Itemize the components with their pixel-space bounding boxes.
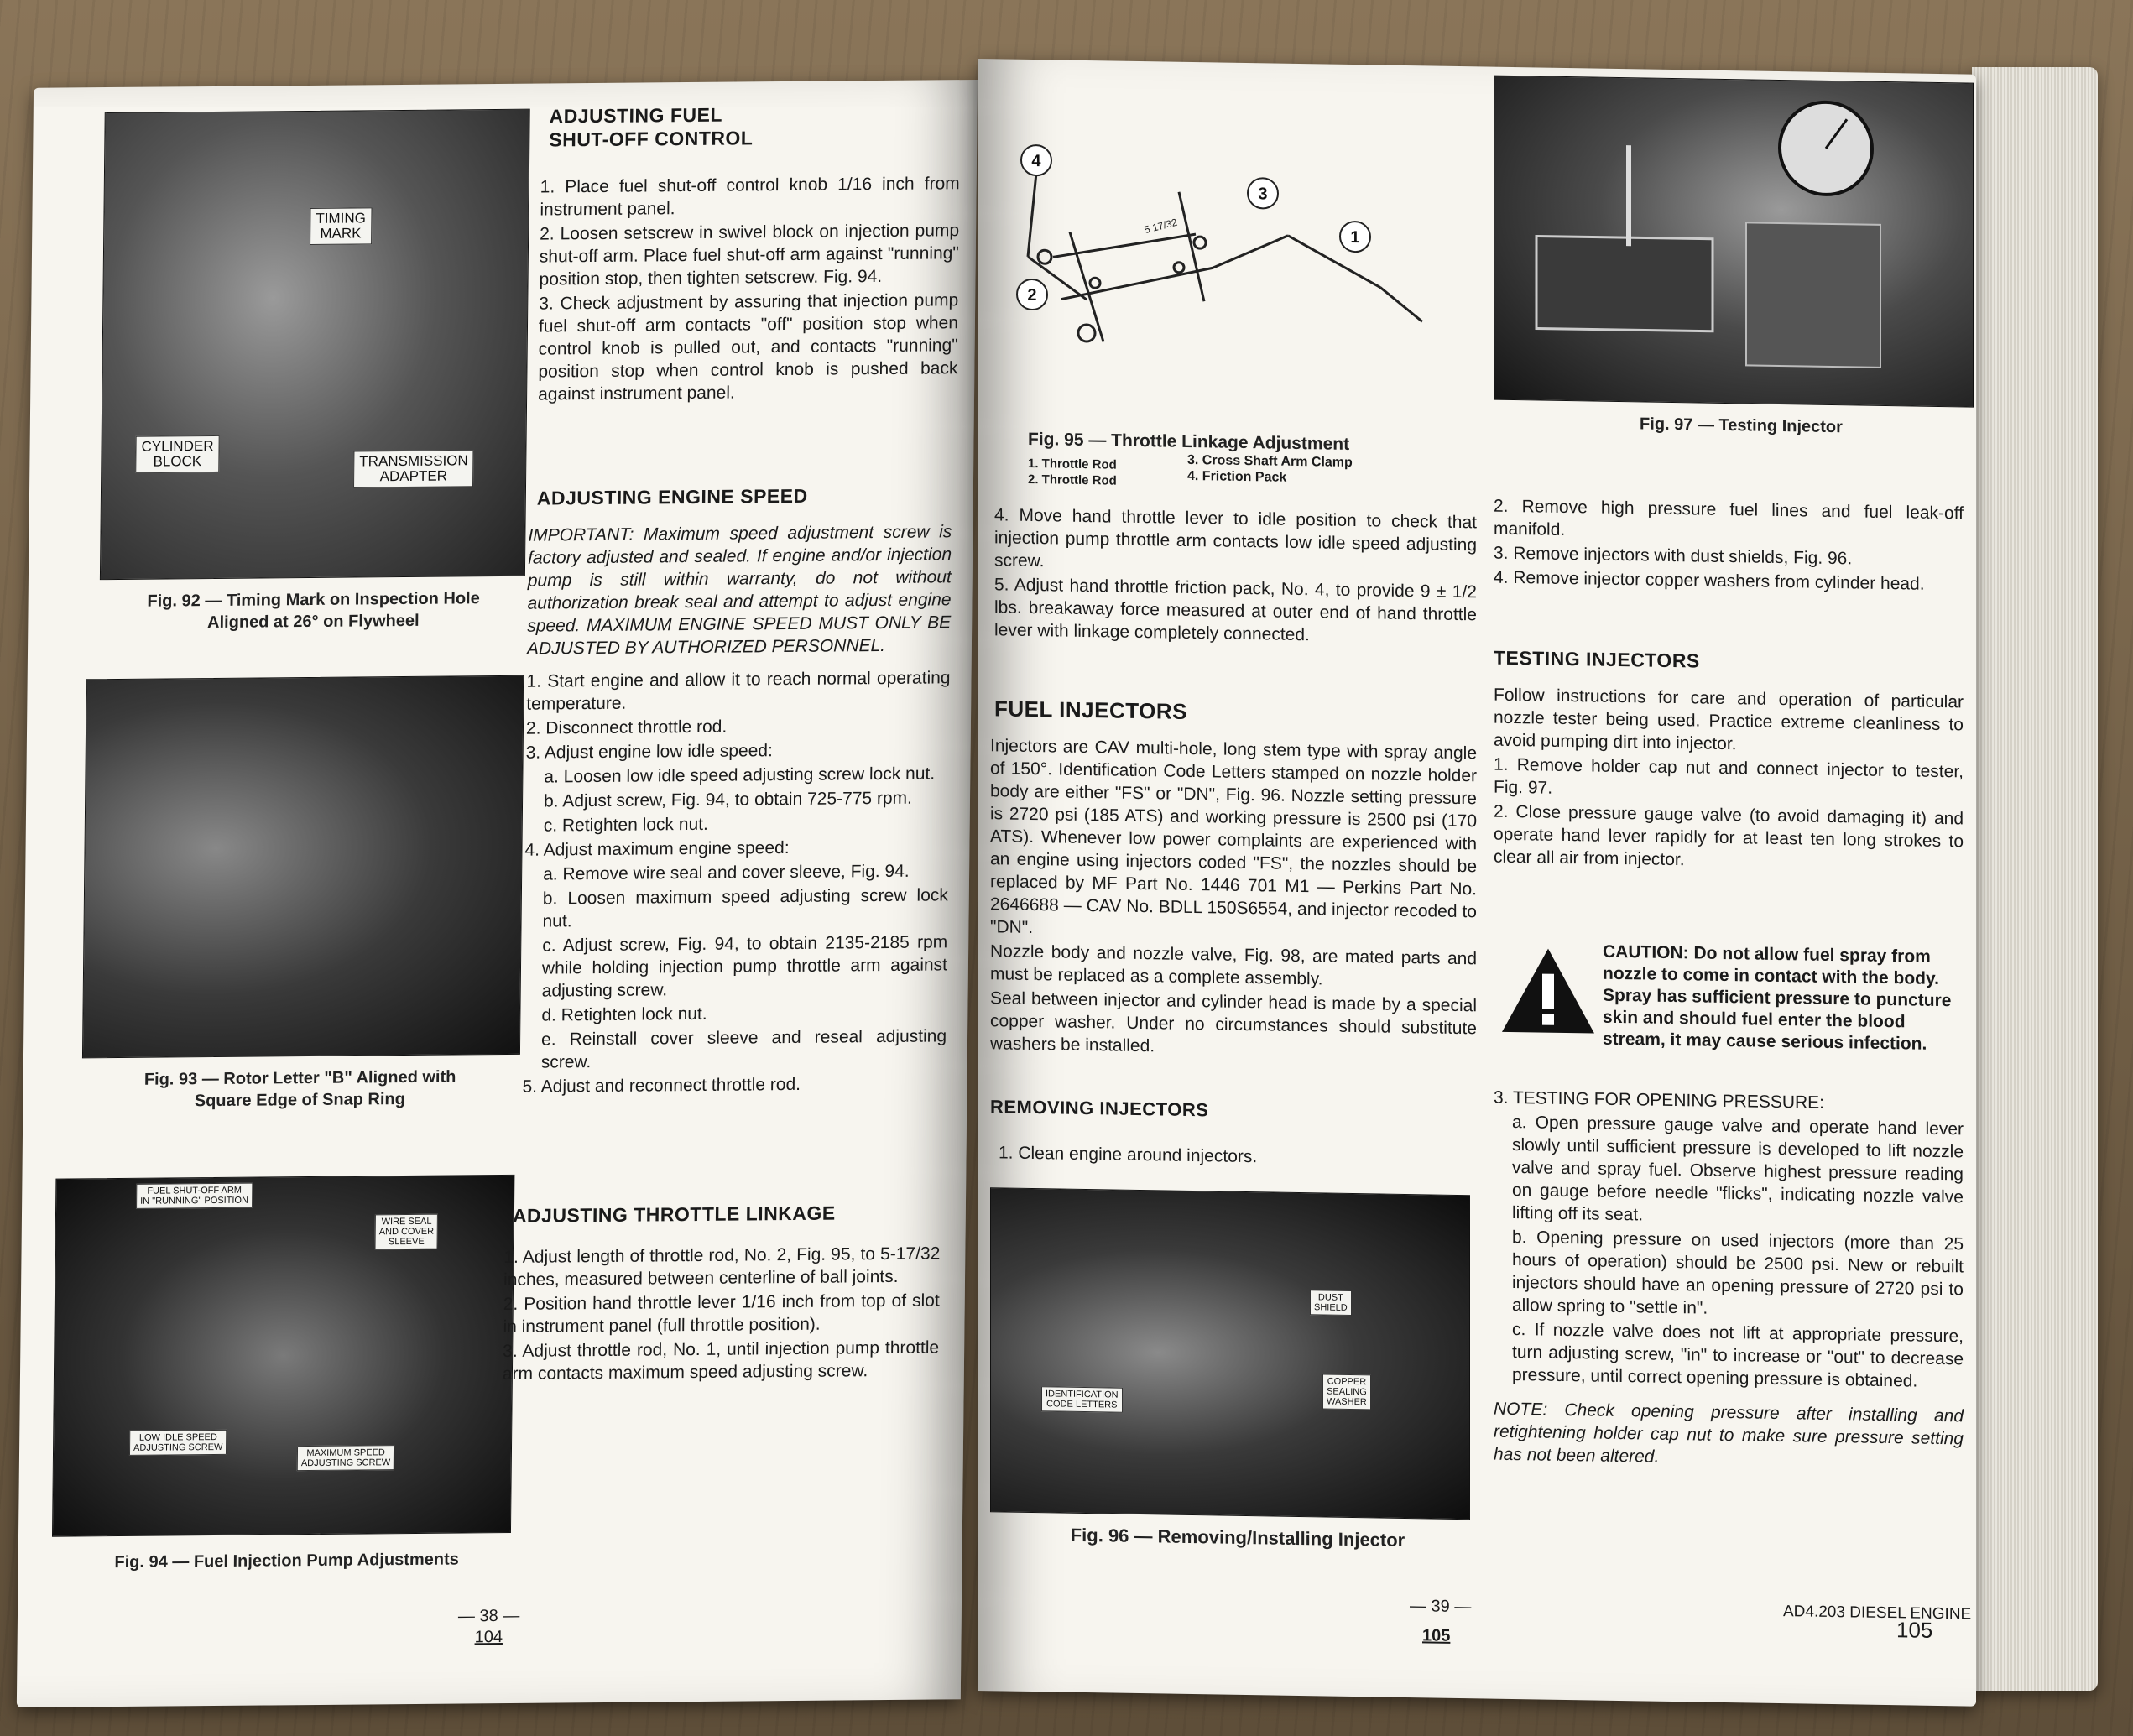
fig95-caption: Fig. 95 — Throttle Linkage Adjustment: [1028, 429, 1350, 454]
section2-step-4e: e. Reinstall cover sleeve and reseal adjusting screw.: [540, 1026, 947, 1072]
heading-fuel-injectors: FUEL INJECTORS: [994, 696, 1187, 724]
fuel-injectors-para-3: Seal between injector and cylinder head is made by a special copper washer. Under no circumstances should substitute washers be installed.: [990, 988, 1477, 1056]
section1-step-1: 1. Place fuel shut-off control knob 1/16 inch from instrument panel.: [540, 174, 960, 220]
fig92-label-transmission-adapter: TRANSMISSION ADAPTER: [353, 450, 474, 487]
fig94-caption: Fig. 94 — Fuel Injection Pump Adjustments: [114, 1550, 459, 1572]
fig92-caption: Fig. 92 — Timing Mark on Inspection Hole Aligned at 26° on Flywheel: [147, 589, 480, 633]
removing-steps-2-4: [1494, 495, 1964, 598]
right-page: [978, 59, 1976, 1707]
testing-step-2: 2. Close pressure gauge valve (to avoid damaging it) and operate hand lever rapidly for at least ten long strokes to clear all air from injector.: [1494, 801, 1964, 870]
opening-pressure-a: a. Open pressure gauge valve and operate hand lever slowly until sufficient pressure is developed to lift nozzle valve and spray fuel. Observe highest pressure reading on gauge before needle "flicks", indicating nozzle valve lifting off its seat.: [1512, 1113, 1964, 1225]
fig96-label-copper-washer: COPPER SEALING WASHER: [1322, 1374, 1371, 1410]
fig95-legend-left: 1. Throttle Rod 2. Throttle Rod: [1028, 456, 1117, 488]
section1-step-3: 3. Check adjustment by assuring that injection pump fuel shut-off arm contacts "off" position stop when control knob is pulled out, and contacts "running" position stop when control knob is pushed back against instrument panel.: [538, 290, 959, 404]
warning-triangle-icon: [1498, 944, 1598, 1038]
linkage-steps-text: [994, 503, 1477, 650]
fig96-label-dust-shield: DUST SHIELD: [1310, 1290, 1352, 1316]
right-book-page-number: 105: [1422, 1626, 1451, 1645]
testing-injectors-text: [1494, 684, 1964, 878]
section3-text: [503, 1242, 941, 1387]
section2-step-1: 1. Start engine and allow it to reach normal operating temperature.: [526, 668, 951, 714]
fig96-caption: Fig. 96 — Removing/Installing Injector: [1070, 1524, 1405, 1551]
section2-step-4: 4. Adjust maximum engine speed:: [524, 838, 790, 860]
testing-note: NOTE: Check opening pressure after installing and retightening holder cap nut to make sure pressure setting has not been altered.: [1494, 1399, 1964, 1467]
section2-text: [522, 520, 952, 1100]
section2-step-3b: b. Adjust screw, Fig. 94, to obtain 725-775 rpm.: [543, 788, 913, 811]
caution-text: CAUTION: Do not allow fuel spray from nozzle to come in contact with the body. Spray has sufficient pressure to puncture skin and should fuel enter the blood stream, it may cause serious infection.: [1603, 941, 1952, 1054]
page-edges: [1972, 67, 2098, 1691]
fig95-callout-3: 3: [1258, 185, 1268, 204]
fig93-caption: Fig. 93 — Rotor Letter "B" Aligned with Square Edge of Snap Ring: [143, 1067, 456, 1111]
section2-step-4d: d. Retighten lock nut.: [541, 1004, 707, 1025]
section3-step-1: 1. Adjust length of throttle rod, No. 2, Fig. 95, to 5-17/32 inches, measured between centerline of ball joints.: [503, 1243, 941, 1290]
opening-pressure-c: c. If nozzle valve does not lift at appropriate pressure, turn adjusting screw, "in" to increase or "out" to decrease pressure, until correct opening pressure is obtained.: [1512, 1320, 1964, 1391]
opening-pressure-heading: 3. TESTING FOR OPENING PRESSURE:: [1494, 1087, 1825, 1113]
right-book-page-number-alt: 105: [1896, 1617, 1933, 1643]
fig96-label-id-code: IDENTIFICATION CODE LETTERS: [1041, 1386, 1123, 1413]
fig95-callout-1: 1: [1350, 227, 1360, 248]
fig97-photo: [1494, 76, 1974, 408]
fig93-photo: [82, 675, 524, 1059]
section2-important: IMPORTANT: Maximum speed adjustment screw is factory adjusted and sealed. If engine and/or injection pump is still within warranty, do not without authorization break seal and attempt to adjust engine speed. MAXIMUM ENGINE SPEED MUST ONLY BE ADJUSTED BY AUTHORIZED PERSONNEL.: [526, 522, 952, 659]
heading-adjusting-fuel-shutoff: ADJUSTING FUEL SHUT-OFF CONTROL: [549, 103, 754, 151]
section2-step-3a: a. Loosen low idle speed adjusting screw lock nut.: [544, 764, 936, 787]
section1-step-2: 2. Loosen setscrew in swivel block on injection pump shut-off arm. Place fuel shut-off arm against "running" position stop, then tighten setscrew. Fig. 94.: [539, 221, 960, 289]
fig95-callout-2: 2: [1027, 285, 1037, 305]
section2-step-3c: c. Retighten lock nut.: [543, 814, 708, 836]
fig95-dimension: 5 17/32: [1143, 216, 1179, 237]
left-page-number: — 38 —: [457, 1606, 520, 1626]
fig94-label-fuel-shutoff: FUEL SHUT-OFF ARM IN "RUNNING" POSITION: [136, 1183, 253, 1209]
fig92-label-timing-mark: TIMING MARK: [310, 207, 372, 245]
left-book-page-number: 104: [474, 1628, 503, 1647]
heading-adjusting-engine-speed: ADJUSTING ENGINE SPEED: [536, 484, 808, 509]
fuel-injectors-para-2: Nozzle body and nozzle valve, Fig. 98, are mated parts and must be replaced as a complete assembly.: [990, 941, 1477, 989]
fig95-legend-right: 3. Cross Shaft Arm Clamp 4. Friction Pack: [1187, 452, 1353, 485]
left-page: [17, 80, 978, 1707]
pressure-gauge-icon: [1494, 76, 1973, 407]
fuel-injectors-para-1: Injectors are CAV multi-hole, long stem type with spray angle of 150°. Identification Code Letters stamped on nozzle holder body are either "FS" or "DN", Fig. 96. Nozzle setting pressure is 2720 psi (185 ATS) and working pressure is 2500 psi (170 ATS). Whenever low power complaints are experienced with an engine using injectors coded "FS", the nozzles should be replaced by MF Part No. 1446 701 M1 — Perkins Part No. 2646688 — CAV No. BDLL 150S6554, and injector recoded to "DN".: [990, 736, 1477, 938]
right-page-number: — 39 —: [1410, 1597, 1472, 1617]
section2-step-4c: c. Adjust screw, Fig. 94, to obtain 2135-2185 rpm while holding injection pump throttle arm against adjusting screw.: [541, 932, 948, 1001]
removing-step-3: 3. Remove injectors with dust shields, Fig. 96.: [1494, 543, 1853, 569]
linkage-step-5: 5. Adjust hand throttle friction pack, No. 4, to provide 9 ± 1/2 lbs. breakaway force measured at outer end of hand throttle lever with linkage completely connected.: [994, 575, 1477, 645]
fuel-injectors-text: [990, 734, 1477, 1064]
section1-text: [538, 172, 960, 407]
section2-step-4a: a. Remove wire seal and cover sleeve, Fig. 94.: [543, 861, 910, 884]
linkage-step-4: 4. Move hand throttle lever to idle position to check that injection pump throttle arm contacts low idle speed adjusting screw.: [994, 505, 1477, 571]
section2-step-4b: b. Loosen maximum speed adjusting screw lock nut.: [542, 885, 948, 931]
fig95-drawing: [986, 138, 1456, 431]
heading-testing-injectors: TESTING INJECTORS: [1494, 646, 1700, 672]
testing-step-1: 1. Remove holder cap nut and connect injector to tester, Fig. 97.: [1494, 754, 1964, 798]
section3-step-2: 2. Position hand throttle lever 1/16 inch from top of slot in instrument panel (full throttle position).: [503, 1290, 940, 1337]
fig94-label-max-speed: MAXIMUM SPEED ADJUSTING SCREW: [297, 1445, 395, 1471]
fig95-callout-4: 4: [1031, 152, 1041, 171]
footer-engine-title: AD4.203 DIESEL ENGINE: [1783, 1603, 1972, 1624]
fig92-label-cylinder-block: CYLINDER BLOCK: [135, 435, 219, 473]
removing-step-2: 2. Remove high pressure fuel lines and fuel leak-off manifold.: [1494, 496, 1964, 540]
fig96-photo: [990, 1187, 1470, 1520]
heading-removing-injectors: REMOVING INJECTORS: [990, 1096, 1209, 1121]
fig94-photo: [52, 1175, 514, 1537]
opening-pressure-text: [1494, 1087, 1964, 1475]
fig97-caption: Fig. 97 — Testing Injector: [1640, 414, 1843, 437]
fig92-photo: [100, 109, 530, 581]
removing-step-1: 1. Clean engine around injectors.: [999, 1143, 1258, 1167]
testing-para-1: Follow instructions for care and operation of particular nozzle tester being used. Practice extreme cleanliness to avoid pumping dirt into injector.: [1494, 685, 1964, 754]
fig94-label-wire-seal: WIRE SEAL AND COVER SLEEVE: [375, 1214, 439, 1250]
opening-pressure-b: b. Opening pressure on used injectors (more than 25 hours of operation) should be 2500 psi. New or rebuilt injectors should have an opening pressure of 2720 psi to allow spring to "settle in".: [1512, 1228, 1964, 1318]
heading-adjusting-throttle-linkage: ADJUSTING THROTTLE LINKAGE: [512, 1202, 836, 1227]
section2-step-2: 2. Disconnect throttle rod.: [525, 717, 728, 738]
fig94-label-low-idle: LOW IDLE SPEED ADJUSTING SCREW: [129, 1430, 227, 1456]
section2-step-5: 5. Adjust and reconnect throttle rod.: [522, 1074, 801, 1097]
section2-step-3: 3. Adjust engine low idle speed:: [525, 741, 774, 763]
removing-step-4: 4. Remove injector copper washers from cylinder head.: [1494, 567, 1925, 594]
section3-step-3: 3. Adjust throttle rod, No. 1, until injection pump throttle arm contacts maximum speed adjusting screw.: [502, 1337, 940, 1384]
